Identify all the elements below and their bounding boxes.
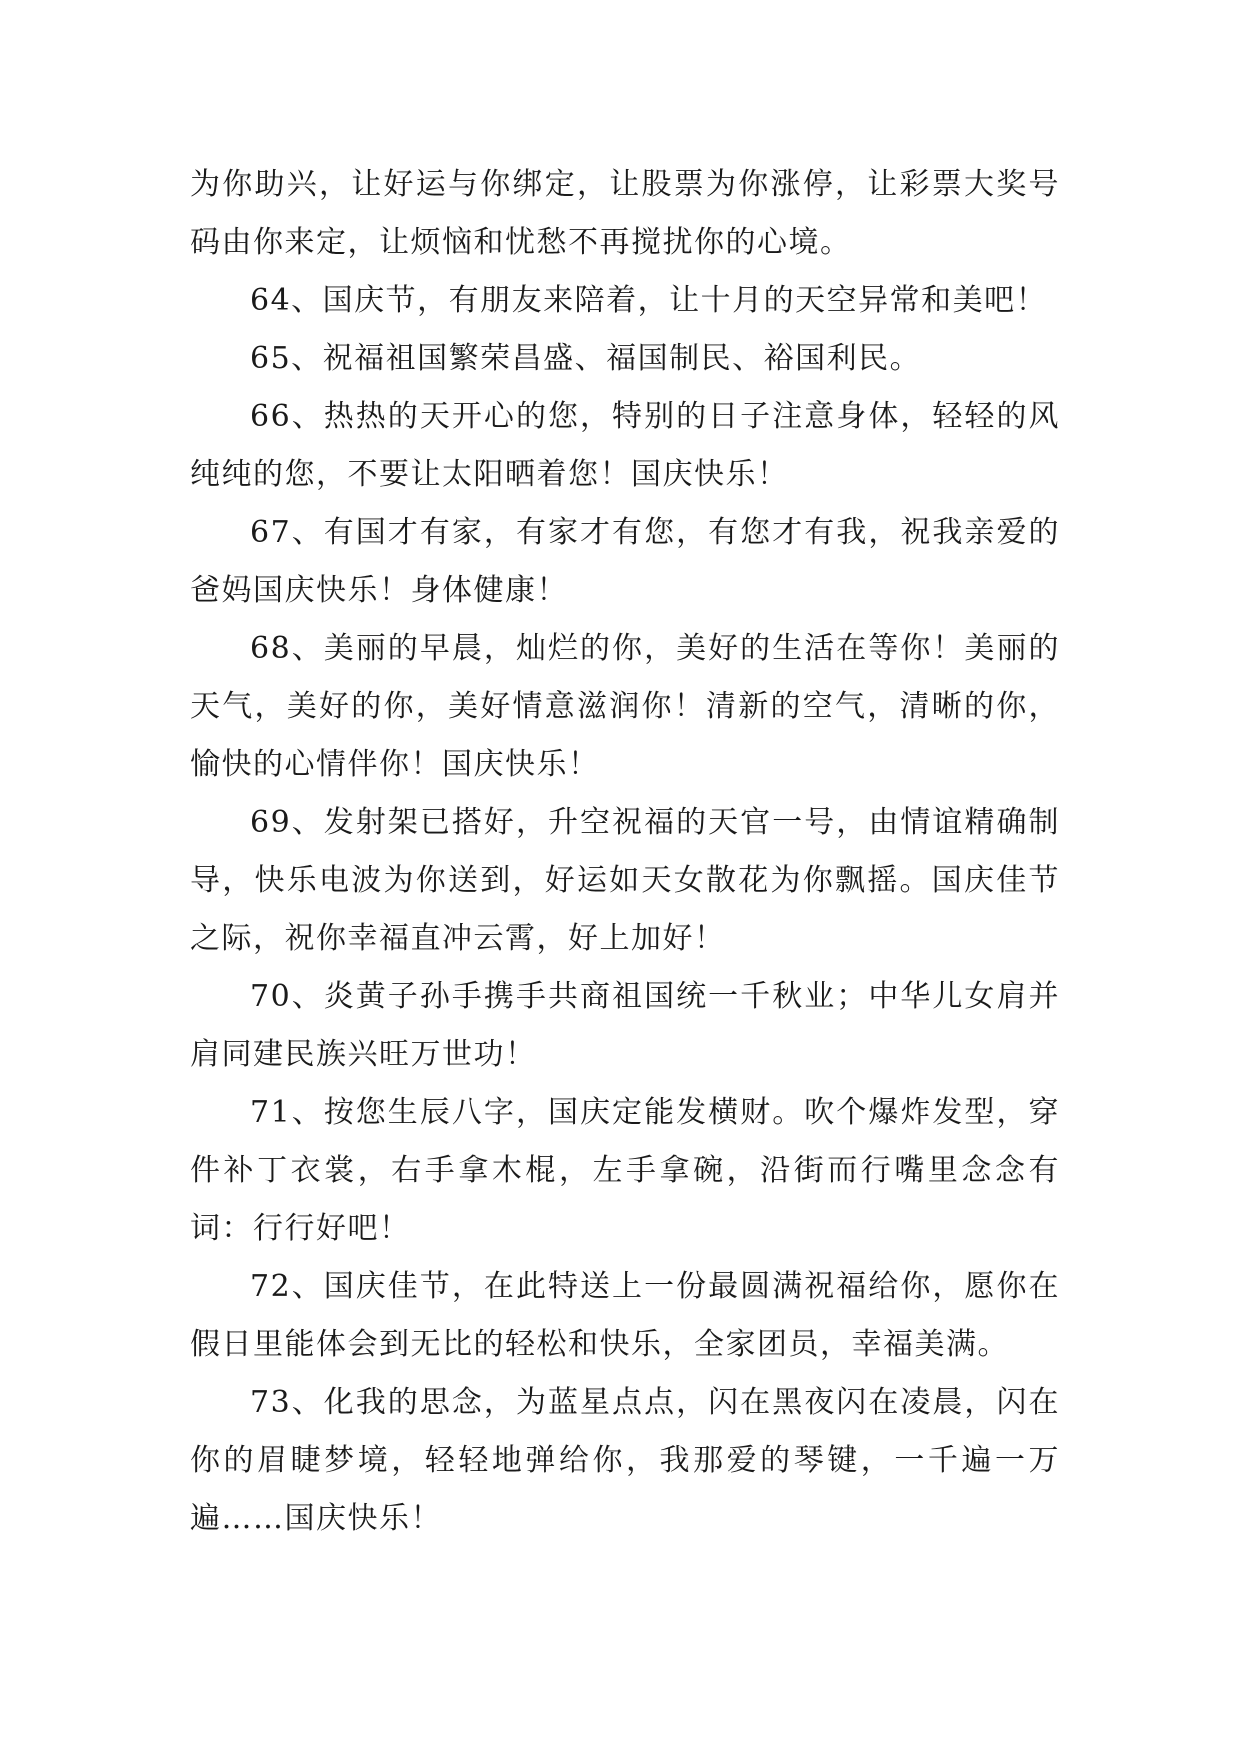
paragraph-64: 64、国庆节，有朋友来陪着，让十月的天空异常和美吧！	[250, 283, 1048, 318]
paragraph-73: 73、化我的思念，为蓝星点点，闪在黑夜闪在凌晨，闪在你的眉睫梦境，轻轻地弹给你，我那爱的琴键，一千遍一万遍……国庆快乐！	[190, 1385, 1060, 1536]
paragraph-66: 66、热热的天开心的您，特别的日子注意身体，轻轻的风纯纯的您，不要让太阳晒着您！国庆快乐！	[190, 399, 1060, 492]
paragraph-67: 67、有国才有家，有家才有您，有您才有我，祝我亲爱的爸妈国庆快乐！身体健康！	[190, 515, 1060, 608]
paragraph-71: 71、按您生辰八字，国庆定能发横财。吹个爆炸发型，穿件补丁衣裳，右手拿木棍，左手拿碗，沿街而行嘴里念念有词：行行好吧！	[190, 1095, 1060, 1246]
paragraph-70: 70、炎黄子孙手携手共商祖国统一千秋业；中华儿女肩并肩同建民族兴旺万世功！	[190, 979, 1060, 1072]
document-body	[190, 156, 1060, 1548]
paragraph-69: 69、发射架已搭好，升空祝福的天官一号，由情谊精确制导，快乐电波为你送到，好运如天女散花为你飘摇。国庆佳节之际，祝你幸福直冲云霄，好上加好！	[190, 805, 1060, 956]
paragraph-72: 72、国庆佳节，在此特送上一份最圆满祝福给你，愿你在假日里能体会到无比的轻松和快乐，全家团员，幸福美满。	[190, 1269, 1060, 1362]
paragraph-65: 65、祝福祖国繁荣昌盛、福国制民、裕国利民。	[250, 341, 922, 376]
paragraph-68: 68、美丽的早晨，灿烂的你，美好的生活在等你！美丽的天气，美好的你，美好情意滋润你！清新的空气，清晰的你，愉快的心情伴你！国庆快乐！	[190, 631, 1060, 782]
paragraph-continued: 为你助兴，让好运与你绑定，让股票为你涨停，让彩票大奖号码由你来定，让烦恼和忧愁不再搅扰你的心境。	[190, 167, 1060, 260]
